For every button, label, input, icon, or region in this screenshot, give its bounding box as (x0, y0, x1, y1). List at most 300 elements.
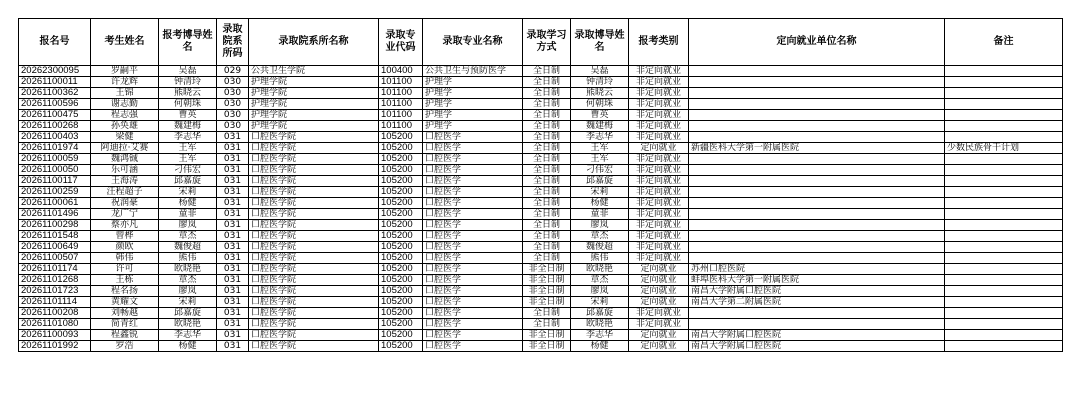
table-row (19, 132, 1063, 143)
header-application-id: 报名号 (19, 19, 91, 66)
cell-application-id: 20261101268 (19, 275, 91, 286)
cell-department-name: 护理学院 (249, 121, 379, 132)
cell-remarks (945, 110, 1063, 121)
cell-employer-name (689, 66, 945, 77)
cell-major-name: 口腔医学 (423, 286, 523, 297)
cell-admitted-supervisor: 魏建梅 (571, 121, 629, 132)
cell-major-name: 护理学 (423, 121, 523, 132)
cell-study-mode: 全日制 (523, 176, 571, 187)
cell-major-code: 105200 (379, 143, 423, 154)
cell-applied-supervisor: 李志华 (159, 132, 217, 143)
cell-application-type: 定向就业 (629, 275, 689, 286)
cell-major-name: 口腔医学 (423, 275, 523, 286)
cell-major-name: 口腔医学 (423, 176, 523, 187)
cell-applied-supervisor: 廖岚 (159, 220, 217, 231)
cell-admitted-supervisor: 欧晓艳 (571, 319, 629, 330)
cell-student-name: 乐可涵 (91, 165, 159, 176)
cell-major-name: 口腔医学 (423, 231, 523, 242)
cell-major-code: 105200 (379, 308, 423, 319)
cell-major-code: 105200 (379, 264, 423, 275)
cell-study-mode: 全日制 (523, 242, 571, 253)
cell-department-code: 031 (217, 231, 249, 242)
cell-study-mode: 全日制 (523, 143, 571, 154)
cell-major-name: 口腔医学 (423, 132, 523, 143)
cell-remarks (945, 132, 1063, 143)
cell-student-name: 韩伟 (91, 253, 159, 264)
cell-admitted-supervisor: 熊伟 (571, 253, 629, 264)
cell-admitted-supervisor: 李志华 (571, 330, 629, 341)
cell-study-mode: 全日制 (523, 165, 571, 176)
table-row (19, 341, 1063, 352)
cell-department-code: 031 (217, 209, 249, 220)
cell-study-mode: 全日制 (523, 319, 571, 330)
cell-department-name: 口腔医学院 (249, 275, 379, 286)
cell-department-code: 031 (217, 220, 249, 231)
cell-major-code: 105200 (379, 187, 423, 198)
cell-application-id: 20261101992 (19, 341, 91, 352)
cell-department-name: 口腔医学院 (249, 198, 379, 209)
cell-employer-name (689, 176, 945, 187)
cell-applied-supervisor: 何朝珠 (159, 99, 217, 110)
table-row (19, 198, 1063, 209)
cell-application-id: 20261100507 (19, 253, 91, 264)
header-major-code: 录取专业代码 (379, 19, 423, 66)
cell-applied-supervisor: 章杰 (159, 275, 217, 286)
table-row (19, 143, 1063, 154)
cell-employer-name (689, 132, 945, 143)
cell-application-id: 20261100596 (19, 99, 91, 110)
cell-application-type: 非定向就业 (629, 77, 689, 88)
cell-applied-supervisor: 吴磊 (159, 66, 217, 77)
cell-remarks (945, 220, 1063, 231)
cell-applied-supervisor: 廖岚 (159, 286, 217, 297)
cell-department-name: 护理学院 (249, 88, 379, 99)
cell-study-mode: 非全日制 (523, 330, 571, 341)
cell-remarks (945, 66, 1063, 77)
cell-remarks (945, 242, 1063, 253)
cell-admitted-supervisor: 宋莉 (571, 187, 629, 198)
cell-major-name: 口腔医学 (423, 220, 523, 231)
cell-major-code: 105200 (379, 319, 423, 330)
table-row (19, 330, 1063, 341)
cell-remarks (945, 187, 1063, 198)
cell-department-code: 031 (217, 286, 249, 297)
cell-major-code: 105200 (379, 330, 423, 341)
cell-employer-name (689, 220, 945, 231)
cell-application-type: 定向就业 (629, 297, 689, 308)
cell-admitted-supervisor: 曹英 (571, 110, 629, 121)
cell-student-name: 刘畅越 (91, 308, 159, 319)
cell-remarks (945, 308, 1063, 319)
cell-application-id: 20261100362 (19, 88, 91, 99)
cell-applied-supervisor: 熊晓云 (159, 88, 217, 99)
cell-study-mode: 非全日制 (523, 297, 571, 308)
cell-application-type: 非定向就业 (629, 198, 689, 209)
cell-application-id: 20261101548 (19, 231, 91, 242)
cell-application-id: 20262300095 (19, 66, 91, 77)
cell-major-name: 护理学 (423, 77, 523, 88)
cell-student-name: 曾桦 (91, 231, 159, 242)
cell-application-id: 20261100093 (19, 330, 91, 341)
admission-table (18, 18, 1063, 352)
cell-department-name: 口腔医学院 (249, 187, 379, 198)
cell-employer-name: 蚌埠医科大学第一附属医院 (689, 275, 945, 286)
header-admitted-supervisor: 录取博导姓名 (571, 19, 629, 66)
cell-applied-supervisor: 熊伟 (159, 253, 217, 264)
cell-department-name: 口腔医学院 (249, 143, 379, 154)
cell-department-name: 口腔医学院 (249, 220, 379, 231)
cell-employer-name (689, 110, 945, 121)
cell-admitted-supervisor: 宋莉 (571, 297, 629, 308)
cell-application-type: 定向就业 (629, 143, 689, 154)
cell-application-type: 非定向就业 (629, 231, 689, 242)
cell-application-type: 非定向就业 (629, 154, 689, 165)
cell-application-id: 20261101723 (19, 286, 91, 297)
cell-major-name: 公共卫生与预防医学 (423, 66, 523, 77)
cell-application-type: 非定向就业 (629, 66, 689, 77)
cell-remarks: 少数民族骨干计划 (945, 143, 1063, 154)
header-row (19, 19, 1063, 66)
cell-application-id: 20261101174 (19, 264, 91, 275)
cell-department-name: 护理学院 (249, 110, 379, 121)
cell-employer-name (689, 88, 945, 99)
cell-student-name: 程名扬 (91, 286, 159, 297)
cell-major-code: 105200 (379, 242, 423, 253)
cell-applied-supervisor: 邱嘉旋 (159, 176, 217, 187)
cell-major-name: 护理学 (423, 110, 523, 121)
cell-remarks (945, 330, 1063, 341)
cell-department-code: 031 (217, 198, 249, 209)
table-row (19, 242, 1063, 253)
cell-major-name: 口腔医学 (423, 187, 523, 198)
header-department-code: 录取院系所码 (217, 19, 249, 66)
table-row (19, 297, 1063, 308)
cell-major-code: 105200 (379, 220, 423, 231)
cell-department-code: 031 (217, 176, 249, 187)
cell-application-id: 20261100298 (19, 220, 91, 231)
cell-department-code: 031 (217, 308, 249, 319)
cell-remarks (945, 99, 1063, 110)
cell-applied-supervisor: 王军 (159, 143, 217, 154)
cell-department-name: 口腔医学院 (249, 176, 379, 187)
cell-remarks (945, 88, 1063, 99)
cell-application-type: 非定向就业 (629, 319, 689, 330)
cell-employer-name (689, 253, 945, 264)
cell-admitted-supervisor: 章杰 (571, 275, 629, 286)
cell-department-code: 031 (217, 132, 249, 143)
cell-application-type: 非定向就业 (629, 242, 689, 253)
cell-department-name: 护理学院 (249, 99, 379, 110)
cell-application-type: 非定向就业 (629, 176, 689, 187)
cell-admitted-supervisor: 吴磊 (571, 66, 629, 77)
cell-employer-name: 新疆医科大学第一附属医院 (689, 143, 945, 154)
cell-application-id: 20261100403 (19, 132, 91, 143)
cell-application-type: 非定向就业 (629, 132, 689, 143)
cell-application-id: 20261100050 (19, 165, 91, 176)
cell-applied-supervisor: 王军 (159, 154, 217, 165)
cell-department-code: 030 (217, 77, 249, 88)
cell-department-code: 031 (217, 297, 249, 308)
cell-major-code: 105200 (379, 176, 423, 187)
cell-student-name: 罗嗣平 (91, 66, 159, 77)
cell-study-mode: 全日制 (523, 198, 571, 209)
header-department-name: 录取院系所名称 (249, 19, 379, 66)
cell-department-code: 030 (217, 99, 249, 110)
cell-admitted-supervisor: 廖岚 (571, 220, 629, 231)
table-row (19, 121, 1063, 132)
cell-major-code: 101100 (379, 121, 423, 132)
cell-student-name: 魏鸿铖 (91, 154, 159, 165)
cell-study-mode: 非全日制 (523, 264, 571, 275)
cell-remarks (945, 297, 1063, 308)
cell-admitted-supervisor: 章杰 (571, 231, 629, 242)
cell-department-name: 口腔医学院 (249, 297, 379, 308)
table-row (19, 220, 1063, 231)
cell-student-name: 黄耀文 (91, 297, 159, 308)
cell-remarks (945, 165, 1063, 176)
cell-applied-supervisor: 章杰 (159, 231, 217, 242)
cell-student-name: 王栋 (91, 275, 159, 286)
cell-major-name: 口腔医学 (423, 253, 523, 264)
cell-major-name: 口腔医学 (423, 143, 523, 154)
cell-study-mode: 全日制 (523, 110, 571, 121)
cell-remarks (945, 176, 1063, 187)
cell-study-mode: 全日制 (523, 231, 571, 242)
cell-remarks (945, 77, 1063, 88)
cell-major-name: 护理学 (423, 99, 523, 110)
cell-major-code: 105200 (379, 231, 423, 242)
table-row (19, 187, 1063, 198)
cell-employer-name (689, 231, 945, 242)
cell-department-name: 口腔医学院 (249, 264, 379, 275)
cell-applied-supervisor: 魏俊超 (159, 242, 217, 253)
cell-study-mode: 全日制 (523, 99, 571, 110)
header-study-mode: 录取学习方式 (523, 19, 571, 66)
cell-application-type: 非定向就业 (629, 253, 689, 264)
cell-applied-supervisor: 宋莉 (159, 297, 217, 308)
cell-application-id: 20261100061 (19, 198, 91, 209)
cell-major-code: 105200 (379, 341, 423, 352)
cell-major-code: 105200 (379, 275, 423, 286)
cell-admitted-supervisor: 刁伟宏 (571, 165, 629, 176)
cell-major-name: 口腔医学 (423, 154, 523, 165)
cell-admitted-supervisor: 钟清玲 (571, 77, 629, 88)
cell-applied-supervisor: 杨健 (159, 341, 217, 352)
cell-student-name: 阿迪拉·艾赛 (91, 143, 159, 154)
cell-major-code: 105200 (379, 253, 423, 264)
cell-admitted-supervisor: 李志华 (571, 132, 629, 143)
cell-department-code: 031 (217, 275, 249, 286)
cell-remarks (945, 209, 1063, 220)
cell-student-name: 简青红 (91, 319, 159, 330)
cell-remarks (945, 154, 1063, 165)
cell-employer-name (689, 242, 945, 253)
cell-employer-name (689, 121, 945, 132)
cell-student-name: 孙奂雄 (91, 121, 159, 132)
cell-admitted-supervisor: 王军 (571, 154, 629, 165)
cell-application-type: 非定向就业 (629, 88, 689, 99)
cell-application-type: 非定向就业 (629, 187, 689, 198)
cell-department-name: 护理学院 (249, 77, 379, 88)
cell-study-mode: 全日制 (523, 77, 571, 88)
cell-study-mode: 全日制 (523, 187, 571, 198)
cell-applied-supervisor: 童菲 (159, 209, 217, 220)
cell-major-name: 口腔医学 (423, 330, 523, 341)
cell-admitted-supervisor: 邱嘉旋 (571, 176, 629, 187)
cell-department-code: 031 (217, 319, 249, 330)
cell-study-mode: 全日制 (523, 220, 571, 231)
cell-remarks (945, 286, 1063, 297)
cell-application-id: 20261100649 (19, 242, 91, 253)
cell-study-mode: 全日制 (523, 154, 571, 165)
cell-application-id: 20261100259 (19, 187, 91, 198)
cell-major-name: 口腔医学 (423, 297, 523, 308)
cell-employer-name (689, 77, 945, 88)
cell-remarks (945, 275, 1063, 286)
table-body (19, 66, 1063, 352)
header-major-name: 录取专业名称 (423, 19, 523, 66)
cell-major-code: 105200 (379, 154, 423, 165)
cell-employer-name: 南昌大学第二附属医院 (689, 297, 945, 308)
cell-student-name: 程志强 (91, 110, 159, 121)
cell-remarks (945, 341, 1063, 352)
table-row (19, 264, 1063, 275)
header-applied-supervisor: 报考博导姓名 (159, 19, 217, 66)
cell-department-code: 031 (217, 165, 249, 176)
cell-major-code: 105200 (379, 209, 423, 220)
cell-department-code: 031 (217, 341, 249, 352)
cell-major-code: 101100 (379, 99, 423, 110)
cell-applied-supervisor: 邱嘉旋 (159, 308, 217, 319)
cell-employer-name (689, 154, 945, 165)
cell-department-name: 公共卫生学院 (249, 66, 379, 77)
table-row (19, 88, 1063, 99)
cell-department-code: 029 (217, 66, 249, 77)
table-row (19, 99, 1063, 110)
header-remarks: 备注 (945, 19, 1063, 66)
table-row (19, 66, 1063, 77)
cell-application-type: 非定向就业 (629, 165, 689, 176)
cell-admitted-supervisor: 王军 (571, 143, 629, 154)
cell-application-type: 定向就业 (629, 341, 689, 352)
cell-application-type: 非定向就业 (629, 99, 689, 110)
cell-department-name: 口腔医学院 (249, 231, 379, 242)
cell-student-name: 许龙辉 (91, 77, 159, 88)
cell-study-mode: 全日制 (523, 88, 571, 99)
cell-application-id: 20261100117 (19, 176, 91, 187)
cell-application-id: 20261101080 (19, 319, 91, 330)
cell-department-name: 口腔医学院 (249, 165, 379, 176)
cell-study-mode: 全日制 (523, 132, 571, 143)
cell-department-name: 口腔医学院 (249, 319, 379, 330)
cell-major-code: 100400 (379, 66, 423, 77)
cell-application-id: 20261100059 (19, 154, 91, 165)
cell-student-name: 颜欧 (91, 242, 159, 253)
table-row (19, 319, 1063, 330)
cell-student-name: 王锦 (91, 88, 159, 99)
cell-remarks (945, 198, 1063, 209)
cell-department-name: 口腔医学院 (249, 242, 379, 253)
cell-major-code: 105200 (379, 198, 423, 209)
cell-department-code: 031 (217, 143, 249, 154)
table-row (19, 308, 1063, 319)
cell-employer-name: 南昌大学附属口腔医院 (689, 286, 945, 297)
admission-list-sheet (18, 18, 1062, 352)
cell-department-code: 031 (217, 187, 249, 198)
cell-employer-name: 南昌大学附属口腔医院 (689, 341, 945, 352)
cell-study-mode: 非全日制 (523, 275, 571, 286)
cell-major-code: 101100 (379, 110, 423, 121)
table-row (19, 110, 1063, 121)
cell-department-code: 031 (217, 253, 249, 264)
table-row (19, 176, 1063, 187)
cell-applied-supervisor: 宋莉 (159, 187, 217, 198)
cell-student-name: 龙广宁 (91, 209, 159, 220)
cell-application-type: 非定向就业 (629, 209, 689, 220)
cell-department-code: 030 (217, 88, 249, 99)
cell-major-name: 口腔医学 (423, 308, 523, 319)
cell-department-name: 口腔医学院 (249, 209, 379, 220)
cell-employer-name (689, 165, 945, 176)
cell-student-name: 谢志勤 (91, 99, 159, 110)
cell-application-type: 定向就业 (629, 286, 689, 297)
table-row (19, 286, 1063, 297)
cell-major-name: 口腔医学 (423, 165, 523, 176)
cell-department-code: 031 (217, 154, 249, 165)
cell-employer-name (689, 319, 945, 330)
cell-admitted-supervisor: 熊晓云 (571, 88, 629, 99)
cell-employer-name: 南昌大学附属口腔医院 (689, 330, 945, 341)
cell-major-name: 口腔医学 (423, 319, 523, 330)
cell-applied-supervisor: 钟清玲 (159, 77, 217, 88)
table-row (19, 275, 1063, 286)
cell-application-type: 定向就业 (629, 330, 689, 341)
cell-admitted-supervisor: 杨健 (571, 341, 629, 352)
cell-major-code: 101100 (379, 77, 423, 88)
cell-applied-supervisor: 李志华 (159, 330, 217, 341)
cell-department-name: 口腔医学院 (249, 253, 379, 264)
cell-employer-name (689, 99, 945, 110)
cell-major-code: 105200 (379, 297, 423, 308)
cell-department-code: 030 (217, 121, 249, 132)
cell-application-type: 非定向就业 (629, 220, 689, 231)
cell-major-name: 口腔医学 (423, 209, 523, 220)
cell-department-name: 口腔医学院 (249, 341, 379, 352)
cell-study-mode: 全日制 (523, 66, 571, 77)
cell-application-id: 20261101496 (19, 209, 91, 220)
cell-applied-supervisor: 欧晓艳 (159, 264, 217, 275)
cell-major-code: 101100 (379, 88, 423, 99)
header-application-type: 报考类别 (629, 19, 689, 66)
cell-application-type: 非定向就业 (629, 110, 689, 121)
cell-applied-supervisor: 欧晓艳 (159, 319, 217, 330)
cell-admitted-supervisor: 廖岚 (571, 286, 629, 297)
cell-major-name: 护理学 (423, 88, 523, 99)
cell-admitted-supervisor: 邱嘉旋 (571, 308, 629, 319)
table-row (19, 165, 1063, 176)
cell-employer-name (689, 187, 945, 198)
cell-department-name: 口腔医学院 (249, 132, 379, 143)
cell-major-code: 105200 (379, 165, 423, 176)
cell-applied-supervisor: 曹英 (159, 110, 217, 121)
cell-major-code: 105200 (379, 286, 423, 297)
cell-study-mode: 非全日制 (523, 286, 571, 297)
cell-student-name: 汪程超子 (91, 187, 159, 198)
cell-study-mode: 全日制 (523, 121, 571, 132)
cell-department-code: 031 (217, 264, 249, 275)
cell-remarks (945, 264, 1063, 275)
cell-application-type: 非定向就业 (629, 121, 689, 132)
